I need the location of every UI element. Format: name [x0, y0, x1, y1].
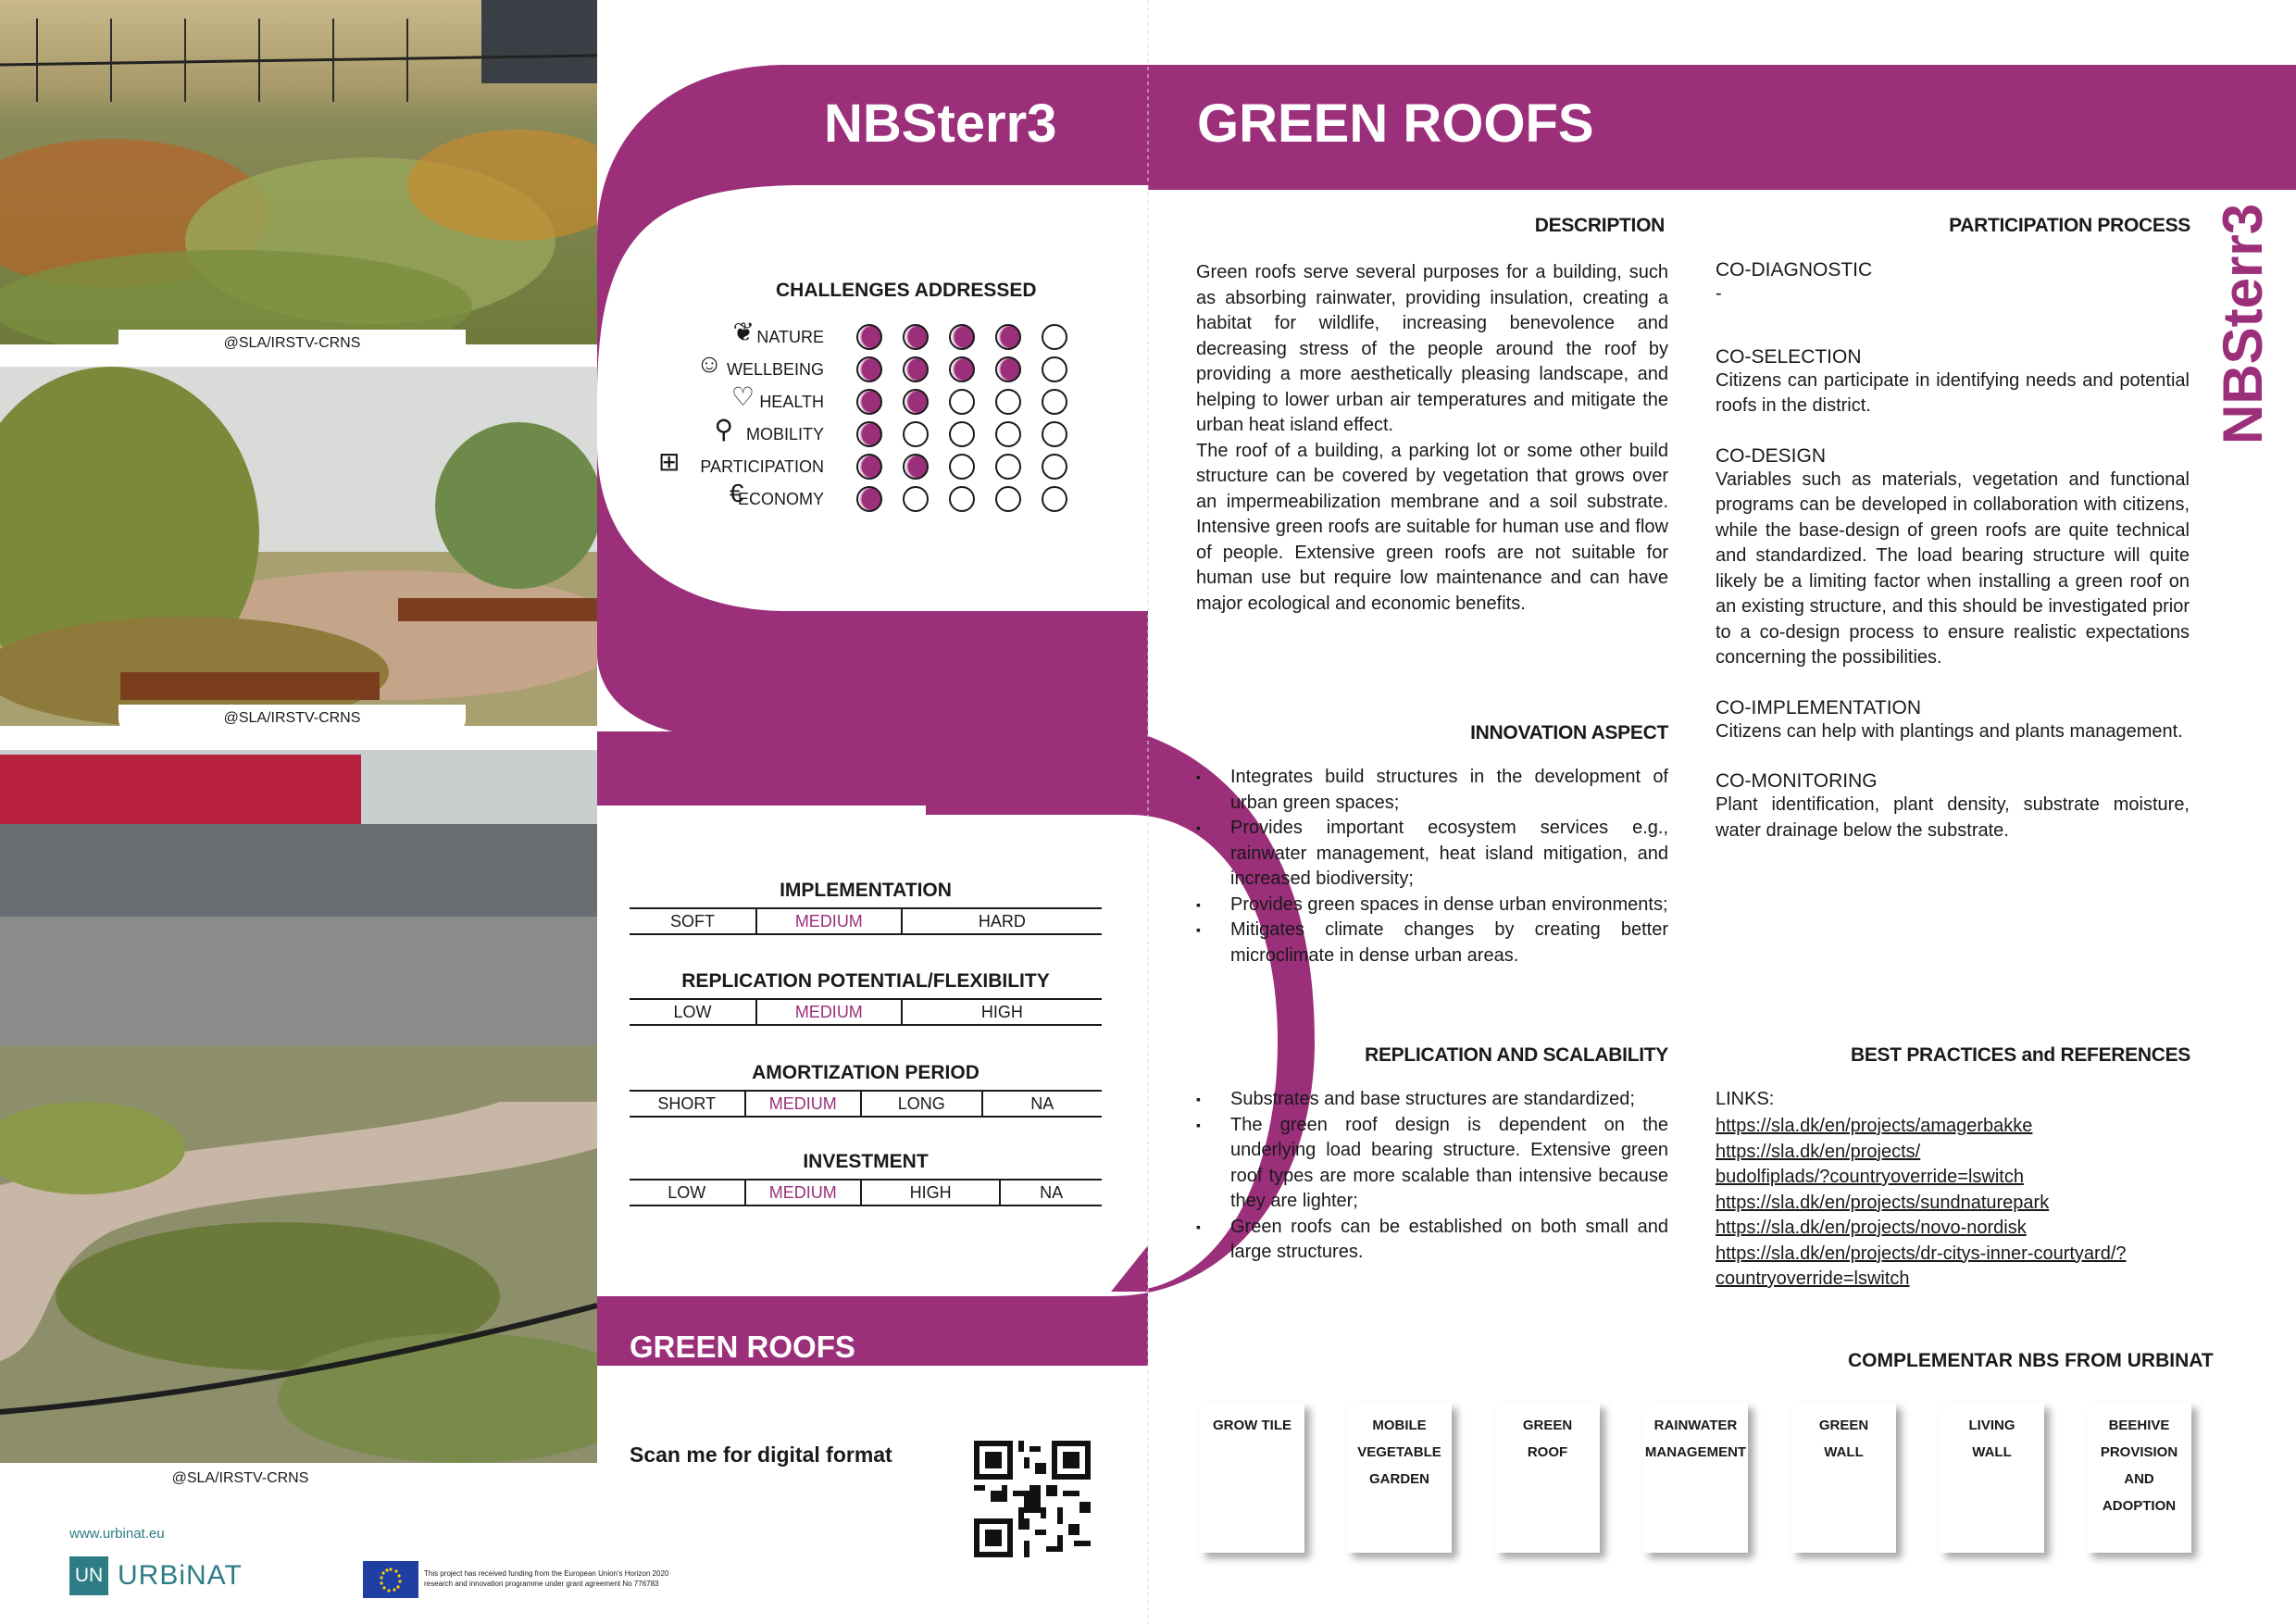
list-item: ▪ Integrates build structures in the development of urban green spaces;: [1196, 765, 1668, 816]
nbs-card-label: LIVING: [1968, 1418, 2015, 1433]
score-dot-empty: [949, 421, 975, 447]
nbs-card[interactable]: [1495, 1403, 1600, 1553]
scale-option: HIGH: [980, 1003, 1023, 1021]
nbs-card-label: MANAGEMENT: [1644, 1444, 1747, 1460]
photo-green-roof-station: [0, 750, 597, 1463]
vertical-nbs-code: NBSterr3: [2212, 203, 2274, 444]
score-dot-empty: [949, 389, 975, 415]
reference-link[interactable]: https://sla.dk/en/projects/: [1716, 1141, 1921, 1162]
scale-option-selected: MEDIUM: [746, 1092, 863, 1116]
score-dot-empty: [995, 389, 1021, 415]
score-dot-empty: [1042, 486, 1067, 512]
description-heading: DESCRIPTION: [1534, 215, 1665, 236]
nbs-card-label: PROVISION AND: [2100, 1444, 2178, 1487]
score-dot-empty: [1042, 324, 1067, 350]
stage-text: Plant identification, plant density, substrate moisture, water drainage below the substrate.: [1716, 794, 2190, 841]
list-item: ▪ The green roof design is dependent on the underlying load bearing structure. Extensive green roof types are more scalable than intensive because they are lighter;: [1196, 1113, 1668, 1215]
score-dot-empty: [903, 421, 929, 447]
photo-roof-garden-planters: [0, 367, 597, 726]
reference-link[interactable]: budolfiplads/?countryoverride=lswitch: [1716, 1167, 2024, 1187]
nbs-card-label: GARDEN: [1368, 1471, 1429, 1487]
challenge-label: HEALTH: [759, 393, 824, 411]
links-label: LINKS:: [1716, 1089, 1775, 1109]
reference-link[interactable]: https://sla.dk/en/projects/sundnaturepark: [1716, 1192, 2050, 1213]
score-dot-filled: [856, 486, 882, 512]
page-title: GREEN ROOFS: [1197, 94, 1594, 154]
nbs-card-label: RAINWATER: [1653, 1418, 1738, 1433]
challenge-row: [537, 479, 1092, 516]
stage-text: -: [1716, 283, 1722, 304]
stage-title: CO-DIAGNOSTIC: [1716, 259, 1873, 281]
nbs-card-label: ROOF: [1527, 1444, 1568, 1460]
participation-stages: [1716, 233, 2190, 843]
complementary-heading: COMPLEMENTAR NBS FROM URBINAT: [1848, 1350, 2214, 1371]
nbs-card-label: VEGETABLE: [1357, 1444, 1441, 1460]
scale-option-selected: MEDIUM: [757, 1000, 903, 1024]
challenge-row: [537, 415, 1092, 451]
challenge-row: [537, 382, 1092, 418]
stage-text: Citizens can help with plantings and plants management.: [1716, 720, 2183, 742]
score-dot-empty: [949, 454, 975, 480]
nbs-card-label: WALL: [1972, 1444, 2012, 1460]
photo-green-roof-meadow: [0, 0, 597, 344]
references-heading: BEST PRACTICES and REFERENCES: [1850, 1044, 2190, 1066]
nbs-card-label: BEEHIVE: [2108, 1418, 2170, 1433]
nbs-card[interactable]: [1940, 1403, 2044, 1553]
photo-caption: @SLA/IRSTV-CRNS: [119, 705, 466, 732]
score-dot-empty: [1042, 356, 1067, 382]
nbs-card-label: GREEN: [1522, 1418, 1573, 1433]
score-dot-filled: [995, 324, 1021, 350]
nbs-card-label: MOBILE: [1372, 1418, 1427, 1433]
euro-icon: €: [729, 479, 744, 507]
stage-text: Citizens can participate in identifying needs and potential roofs in the district.: [1716, 369, 2190, 416]
scan-text: Scan me for digital format: [630, 1443, 892, 1467]
reference-link[interactable]: https://sla.dk/en/projects/novo-nordisk: [1716, 1218, 2027, 1238]
stage-title: CO-SELECTION: [1716, 345, 1862, 368]
score-dot-empty: [949, 486, 975, 512]
nbs-card[interactable]: [1643, 1403, 1748, 1553]
description-paragraph: Green roofs serve several purposes for a building, such as absorbing rainwater, providing insulation, creating a habitat for wildlife, increasing benevolence and decreasing stress of the people around the roof by providing a more aesthetically pleasing landscape, and helping to lower urban air temperatures and mitigate the urban heat island effect.: [1196, 262, 1668, 435]
amortization-title: AMORTIZATION PERIOD: [752, 1062, 980, 1083]
scale-option: LONG: [862, 1092, 982, 1116]
stage-text: Variables such as materials, vegetation and functional programs can be developed in collaboration with citizens, while the base-design of green roofs are quite technical and standardized. The load bearing structure will quite likely be a limiting factor when installing a green roof on an existing structure, and this should be investigated prior to a co-design process to ensure realistic expectations concerning the possibilities.: [1716, 468, 2190, 668]
scale-option: HIGH: [862, 1181, 1001, 1205]
list-item: ▪ Mitigates climate changes by creating better microclimate in dense urban areas.: [1196, 918, 1668, 968]
score-dot-filled: [903, 324, 929, 350]
score-dot-empty: [1042, 421, 1067, 447]
score-dot-empty: [903, 486, 929, 512]
score-dot-filled: [856, 454, 882, 480]
challenge-row: [537, 318, 1092, 354]
eu-flag: [363, 1561, 418, 1598]
nbs-code-title: NBSterr3: [824, 94, 1057, 154]
nbs-card[interactable]: [2087, 1403, 2191, 1553]
photo-caption: @SLA/IRSTV-CRNS: [119, 330, 466, 357]
reference-link[interactable]: https://sla.dk/en/projects/amagerbakke: [1716, 1116, 2033, 1136]
nbs-card-label: WALL: [1824, 1444, 1864, 1460]
bicycle-icon: ⚲: [714, 415, 733, 443]
qr-code[interactable]: [974, 1441, 1091, 1557]
list-item: ▪ Provides green spaces in dense urban environments;: [1196, 893, 1668, 918]
investment-title: INVESTMENT: [803, 1151, 929, 1172]
challenge-label: PARTICIPATION: [700, 457, 824, 476]
replication-title: REPLICATION POTENTIAL/FLEXIBILITY: [681, 970, 1050, 992]
stage-title: CO-IMPLEMENTATION: [1716, 696, 1922, 718]
nbs-card[interactable]: [1347, 1403, 1452, 1553]
list-item: ▪ Substrates and base structures are standardized;: [1196, 1087, 1668, 1113]
score-dot-empty: [1042, 389, 1067, 415]
reference-link[interactable]: countryoverride=lswitch: [1716, 1268, 1910, 1289]
nbs-card[interactable]: [1791, 1403, 1896, 1553]
website-link[interactable]: www.urbinat.eu: [69, 1526, 165, 1542]
challenges-title: CHALLENGES ADDRESSED: [776, 280, 1037, 301]
leaf-icon: ❦: [732, 318, 755, 346]
urbinat-logo-mark: UN: [69, 1556, 108, 1595]
challenges-grid: [537, 318, 1092, 526]
score-dot-filled: [856, 421, 882, 447]
scale-option: HARD: [978, 912, 1026, 931]
innovation-list: [1196, 765, 1668, 968]
urbinat-logo: [69, 1555, 243, 1596]
score-dot-filled: [903, 356, 929, 382]
score-dot-filled: [856, 324, 882, 350]
nbs-card-label: GROW TILE: [1213, 1418, 1292, 1433]
implementation-scale: [630, 907, 1102, 935]
score-dot-filled: [949, 324, 975, 350]
score-dot-empty: [995, 421, 1021, 447]
scale-option-selected: MEDIUM: [757, 909, 903, 933]
nbs-card-label: ADOPTION: [2102, 1498, 2177, 1514]
score-dot-empty: [995, 454, 1021, 480]
scale-option: NA: [1040, 1183, 1064, 1202]
reference-links: [1716, 1114, 2197, 1293]
band-title: GREEN ROOFS: [630, 1330, 855, 1364]
score-dot-empty: [995, 486, 1021, 512]
scale-option: NA: [1030, 1094, 1054, 1113]
challenge-label: MOBILITY: [745, 425, 824, 443]
nbs-card-label: GREEN: [1818, 1418, 1869, 1433]
replication-scalability-list: [1196, 1087, 1668, 1266]
challenge-row: [537, 349, 1092, 386]
score-dot-empty: [1042, 454, 1067, 480]
score-dot-filled: [949, 356, 975, 382]
implementation-title: IMPLEMENTATION: [780, 880, 952, 901]
list-item: ▪ Provides important ecosystem services e.g., rainwater management, heat island mitigation, and increased biodiversity;: [1196, 816, 1668, 893]
participation-heading: PARTICIPATION PROCESS: [1949, 215, 2190, 236]
reference-link[interactable]: https://sla.dk/en/projects/dr-citys-inner-courtyard/?: [1716, 1243, 2127, 1264]
challenge-label: NATURE: [756, 328, 824, 346]
nbs-card[interactable]: [1200, 1403, 1304, 1553]
score-dot-filled: [903, 454, 929, 480]
heart-pulse-icon: ♡: [730, 382, 755, 411]
score-dot-filled: [856, 389, 882, 415]
amortization-scale: [630, 1090, 1102, 1118]
replication-scale: [630, 998, 1102, 1026]
stage-title: CO-MONITORING: [1716, 770, 1878, 792]
smile-icon: ☺: [695, 349, 723, 378]
description-paragraph: The roof of a building, a parking lot or some other build structure can be covered by vegetation that grows over an impermeabilization membrane and a soil substrate. Intensive green roofs are suitable for human use and flow of people. Extensive green roofs are not suitable for human use but require low maintenance and can have major ecological and economic benefits.: [1196, 440, 1668, 614]
photo-caption: @SLA/IRSTV-CRNS: [67, 1465, 414, 1493]
score-dot-filled: [856, 356, 882, 382]
stage-title: CO-DESIGN: [1716, 444, 1827, 467]
innovation-heading: INNOVATION ASPECT: [1470, 722, 1668, 743]
puzzle-icon: ⊞: [658, 447, 680, 476]
replication-scalability-heading: REPLICATION AND SCALABILITY: [1365, 1044, 1668, 1066]
scale-option: SHORT: [630, 1092, 746, 1116]
scale-option: SOFT: [630, 909, 757, 933]
score-dot-filled: [995, 356, 1021, 382]
scale-option: LOW: [630, 1181, 746, 1205]
scale-option: LOW: [630, 1000, 757, 1024]
list-item: ▪ Green roofs can be established on both small and large structures.: [1196, 1215, 1668, 1266]
description-body: [1196, 260, 1668, 617]
scale-option-selected: MEDIUM: [746, 1181, 863, 1205]
challenge-label: WELLBEING: [726, 360, 824, 379]
challenge-label: ECONOMY: [737, 490, 824, 508]
investment-scale: [630, 1179, 1102, 1206]
eu-funding-text: This project has received funding from the European Union's Horizon 2020 research and innovation programme under grant agreement No 776783: [424, 1569, 669, 1588]
challenge-row: [537, 447, 1092, 483]
score-dot-filled: [903, 389, 929, 415]
urbinat-logo-text: URBiNAT: [118, 1560, 243, 1591]
